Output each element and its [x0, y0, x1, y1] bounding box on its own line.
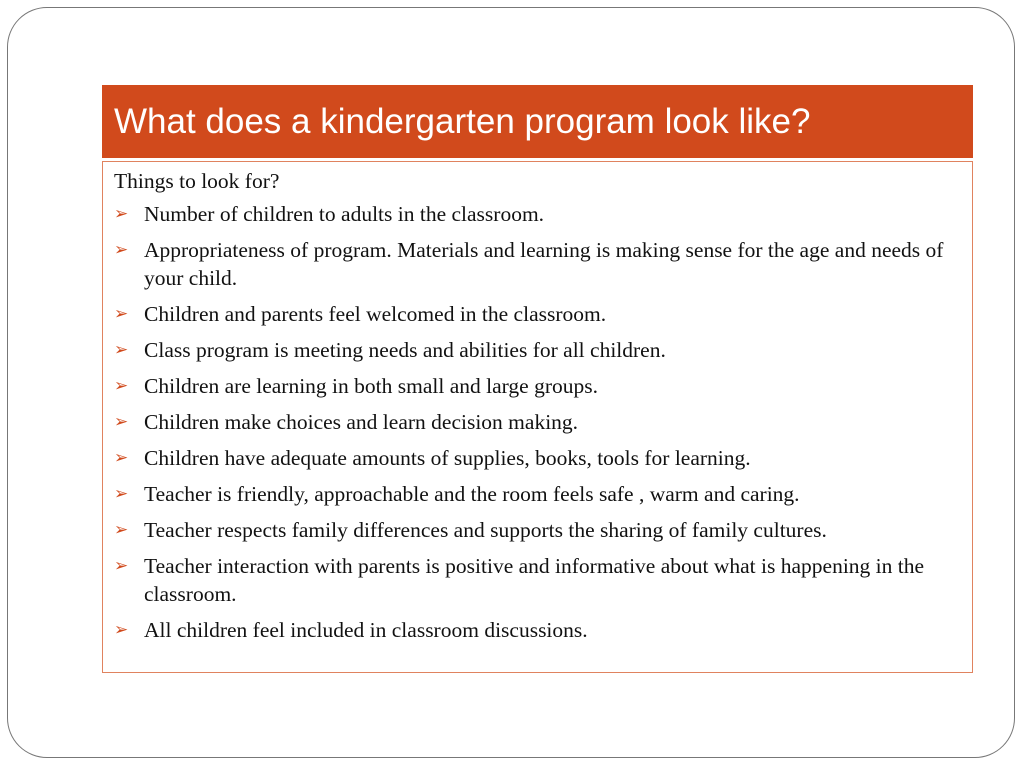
bullet-list — [114, 200, 962, 644]
bullet-item — [114, 444, 962, 472]
arrow-bullet-icon: ➢ — [114, 376, 129, 395]
arrow-bullet-icon: ➢ — [114, 520, 129, 539]
arrow-bullet-icon: ➢ — [114, 204, 129, 223]
content-box — [102, 161, 973, 673]
bullet-item — [114, 552, 962, 608]
bullet-text: Number of children to adults in the classroom. — [144, 202, 545, 226]
bullet-item — [114, 336, 962, 364]
bullet-text: All children feel included in classroom discussions. — [144, 618, 588, 642]
slide-title: What does a kindergarten program look like? — [102, 85, 973, 158]
arrow-bullet-icon: ➢ — [114, 412, 129, 431]
bullet-text: Children and parents feel welcomed in the classroom. — [144, 302, 607, 326]
bullet-text: Teacher interaction with parents is positive and informative about what is happening in the classroom. — [144, 554, 925, 606]
bullet-text: Appropriateness of program. Materials and learning is making sense for the age and needs of your child. — [144, 238, 944, 290]
bullet-item — [114, 480, 962, 508]
bullet-text: Teacher is friendly, approachable and the room feels safe , warm and caring. — [144, 482, 800, 506]
bullet-text: Children make choices and learn decision making. — [144, 410, 579, 434]
arrow-bullet-icon: ➢ — [114, 340, 129, 359]
arrow-bullet-icon: ➢ — [114, 448, 129, 467]
bullet-item — [114, 408, 962, 436]
bullet-item — [114, 516, 962, 544]
bullet-text: Children have adequate amounts of supplies, books, tools for learning. — [144, 446, 751, 470]
intro-text: Things to look for? — [114, 169, 280, 193]
arrow-bullet-icon: ➢ — [114, 620, 129, 639]
bullet-item — [114, 300, 962, 328]
arrow-bullet-icon: ➢ — [114, 304, 129, 323]
bullet-item — [114, 200, 962, 228]
bullet-item — [114, 236, 962, 292]
bullet-text: Children are learning in both small and large groups. — [144, 374, 598, 398]
arrow-bullet-icon: ➢ — [114, 484, 129, 503]
arrow-bullet-icon: ➢ — [114, 556, 129, 575]
bullet-text: Teacher respects family differences and supports the sharing of family cultures. — [144, 518, 827, 542]
bullet-text: Class program is meeting needs and abilities for all children. — [144, 338, 666, 362]
arrow-bullet-icon: ➢ — [114, 240, 129, 259]
bullet-item — [114, 616, 962, 644]
bullet-item — [114, 372, 962, 400]
